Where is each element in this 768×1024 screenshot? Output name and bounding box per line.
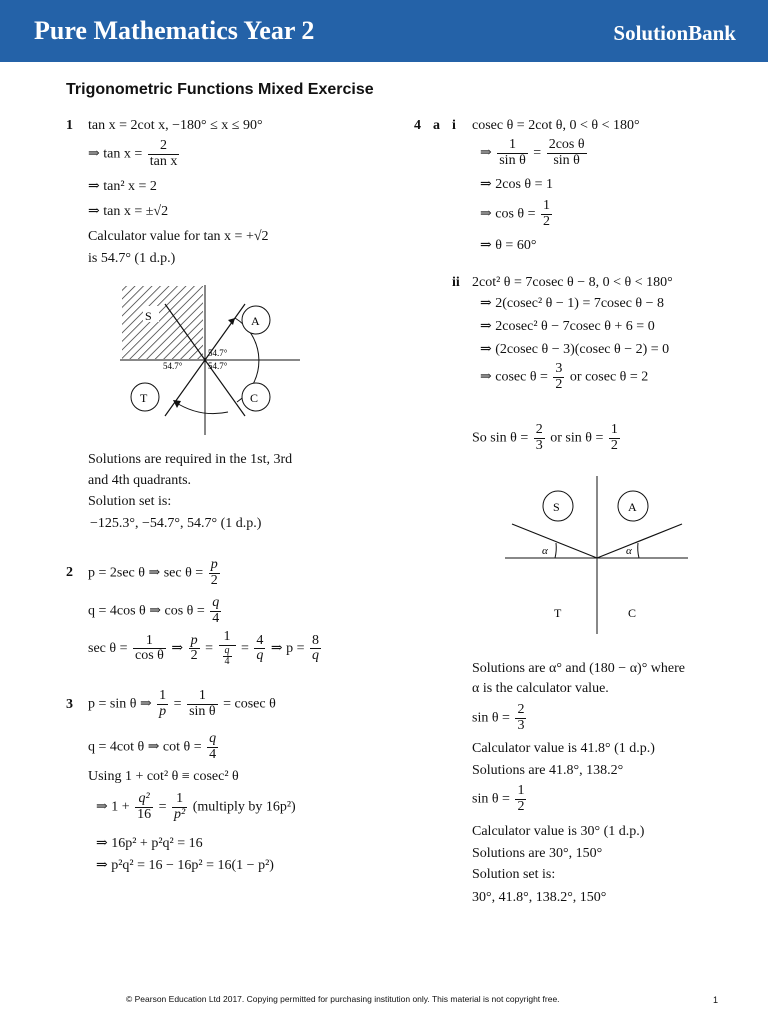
q4-i-line-2-den-2: sin θ xyxy=(553,152,580,168)
q1-calc-line-1: Calculator value for tan x = +√2 xyxy=(88,229,269,244)
q3-line-1-text: p = sin θ ⇒ xyxy=(88,696,152,712)
question-number-2: 2 xyxy=(66,565,73,580)
q1-fraction-num: 2 xyxy=(148,139,180,155)
q4-ii-line-5-or: or cosec θ = 2 xyxy=(569,369,649,385)
q1-line-3: ⇒ tan² x = 2 xyxy=(88,179,157,194)
q4-ii-line-6-text: So sin θ = xyxy=(472,430,529,446)
q2-line-1-fraction xyxy=(209,558,220,588)
q2-line-2-text: q = 4cos θ ⇒ cos θ = xyxy=(88,603,205,619)
q3-line-2-num: q xyxy=(209,731,217,746)
quadrant-s-label: S xyxy=(145,309,152,323)
q2-line-1-num: p xyxy=(210,557,218,572)
q4-ii-line-6-num-1: 2 xyxy=(535,422,543,437)
q3-line-4-fraction-1 xyxy=(135,792,153,822)
quadrant-c-label: C xyxy=(250,391,259,405)
q1-solution-line-1: Solutions are required in the 1st, 3rd xyxy=(88,452,293,467)
q4-quadrant-diagram xyxy=(500,474,690,639)
q1-solution-set: −125.3°, −54.7°, 54.7° (1 d.p.) xyxy=(90,516,262,531)
question-number-4: 4 xyxy=(414,118,421,133)
q1-fraction xyxy=(148,139,180,169)
q2-line-3-nested-den: 4 xyxy=(224,656,230,668)
q3-line-1-num-2: 1 xyxy=(187,689,218,705)
q4-solution-line-3-text: sin θ = xyxy=(472,710,510,726)
q4-i-line-2 xyxy=(480,138,589,168)
quadrant-a-label: A xyxy=(628,500,637,514)
q4-ii-line-6-num-2: 1 xyxy=(610,422,618,437)
angle-arc-left xyxy=(555,543,556,558)
question-number-1: 1 xyxy=(66,118,73,133)
q2-line-3-nested-num: q xyxy=(224,644,230,656)
q4-i-line-4-text: ⇒ cos θ = xyxy=(480,206,536,222)
q3-line-1-equals: = xyxy=(173,696,182,712)
q2-line-2-den: 4 xyxy=(212,610,220,626)
quadrant-t-label: T xyxy=(140,391,148,405)
q4-i-line-5: ⇒ θ = 60° xyxy=(480,238,537,253)
q4-i-line-2-equals: = xyxy=(533,145,542,161)
q2-line-1 xyxy=(88,558,222,588)
q2-line-3-num-5: 8 xyxy=(312,632,320,648)
q4-ii-line-6-den-1: 3 xyxy=(535,437,543,453)
q2-line-3-nested-fraction xyxy=(223,646,232,668)
q4-i-line-3: ⇒ 2cos θ = 1 xyxy=(480,177,553,192)
q1-calc-line-2: is 54.7° (1 d.p.) xyxy=(88,251,176,266)
q1-solution-line-3: Solution set is: xyxy=(88,494,172,509)
q4-solution-line-6-den: 2 xyxy=(517,798,525,814)
q4-ii-line-5 xyxy=(480,362,648,392)
q3-line-4-num-1: q² xyxy=(135,792,153,808)
q4-ii-line-3: ⇒ 2cosec² θ − 7cosec θ + 6 = 0 xyxy=(480,319,655,334)
q4-ii-line-6 xyxy=(472,423,622,453)
q4-solution-line-6-text: sin θ = xyxy=(472,791,510,807)
ray-right xyxy=(597,524,682,558)
q4-solution-line-3-fraction xyxy=(515,703,526,733)
q2-line-3-num-2: p xyxy=(190,632,198,648)
q4-ii-line-4: ⇒ (2cosec θ − 3)(cosec θ − 2) = 0 xyxy=(480,342,670,357)
q2-line-3-num-3: 1 xyxy=(219,630,236,646)
q3-line-4-den-1: 16 xyxy=(137,806,152,822)
alpha-label-right: α xyxy=(626,545,632,557)
arrow-head-1 xyxy=(228,318,235,325)
q4-i-line-4 xyxy=(480,199,554,229)
book-title: Pure Mathematics Year 2 xyxy=(34,16,315,45)
q4-ii-line-6-den-2: 2 xyxy=(610,437,618,453)
q1-line-4: ⇒ tan x = ±√2 xyxy=(88,204,169,219)
q2-line-3-den-2: 2 xyxy=(190,648,198,664)
angle-label-1: 54.7° xyxy=(208,348,228,358)
q3-line-2-den: 4 xyxy=(209,746,217,762)
q4-i-line-2-den-1: sin θ xyxy=(499,152,526,168)
q1-line-2 xyxy=(88,139,181,169)
quadrant-c-label: C xyxy=(628,606,637,620)
q2-line-3-text: sec θ = xyxy=(88,641,128,657)
q4-ii-line-2: ⇒ 2(cosec² θ − 1) = 7cosec θ − 8 xyxy=(480,296,665,311)
q4-solution-line-3-den: 3 xyxy=(517,717,525,733)
q3-line-1-cosec: = cosec θ xyxy=(223,696,276,712)
alpha-label-left: α xyxy=(542,545,548,557)
q4-solution-line-3 xyxy=(472,703,528,733)
copyright-footer: © Pearson Education Ltd 2017. Copying permitted for purchasing institution only. This material is not copyright free. xyxy=(126,994,560,1004)
q3-line-4-fraction-2 xyxy=(172,792,187,822)
q4-solution-line-8: Solutions are 30°, 150° xyxy=(472,846,603,861)
q3-line-1-fraction-2 xyxy=(187,689,218,719)
q2-line-3-num-4: 4 xyxy=(256,632,264,648)
q3-line-2 xyxy=(88,732,220,762)
q4-solution-line-1: Solutions are α° and (180 − α)° where xyxy=(472,661,685,676)
q3-line-4-note: (multiply by 16p²) xyxy=(192,799,296,815)
q3-line-1-fraction-1 xyxy=(157,689,168,719)
q3-line-4-text: ⇒ 1 + xyxy=(96,799,130,815)
q4-ii-line-5-fraction xyxy=(553,362,564,392)
q3-line-4-num-2: 1 xyxy=(172,792,187,808)
q1-line-2-lhs: ⇒ tan x = xyxy=(88,146,143,162)
q4-i-line-4-den: 2 xyxy=(543,213,550,229)
q3-line-4-equals: = xyxy=(158,799,167,815)
q2-line-1-text: p = 2sec θ ⇒ sec θ = xyxy=(88,565,204,581)
q2-line-3-fraction-3 xyxy=(219,630,236,668)
q4-i-line-2-num-1: 1 xyxy=(497,138,528,154)
q4-ii-line-6-fraction-2 xyxy=(609,423,620,453)
q4-part-a: a xyxy=(433,118,440,133)
q3-line-1 xyxy=(88,689,276,719)
q4-solution-line-3-num: 2 xyxy=(517,702,525,717)
q2-line-3-den-4: q xyxy=(256,648,264,664)
q2-line-3-implies: ⇒ xyxy=(171,641,184,657)
q1-fraction-den: tan x xyxy=(149,153,178,169)
exercise-title: Trigonometric Functions Mixed Exercise xyxy=(66,81,374,98)
q4-ii-line-5-num: 3 xyxy=(555,361,563,376)
q2-line-3-num-1: 1 xyxy=(133,634,166,650)
q4-part-ii: ii xyxy=(452,275,460,290)
q2-line-3-fraction-2 xyxy=(189,634,200,664)
q4-i-line-4-fraction xyxy=(541,199,552,229)
arc-bottom xyxy=(175,402,228,414)
q4-solution-line-6-num: 1 xyxy=(517,783,525,798)
angle-label-2: 54.7° xyxy=(208,361,228,371)
q4-i-line-1: cosec θ = 2cot θ, 0 < θ < 180° xyxy=(472,118,640,133)
quadrant-t-label: T xyxy=(554,606,562,620)
q4-solution-line-5: Solutions are 41.8°, 138.2° xyxy=(472,763,624,778)
q4-ii-line-6-fraction-1 xyxy=(534,423,545,453)
angle-label-3: 54.7° xyxy=(163,361,183,371)
q4-i-line-4-num: 1 xyxy=(543,198,550,213)
q2-line-3: sec θ = $\frac{1}{\text{cos θ}}$ ⇒ $\frac{p}{2}$ = $\frac{1}{\frac{q}{4}}$ = $\frac{4}{q}$ ⇒ p = $\frac{8}{q}$ xyxy=(88,629,320,668)
q4-i-line-2-num-2: 2cos θ xyxy=(548,137,585,152)
q2-line-3-den-5: q xyxy=(312,648,320,664)
q2-line-2 xyxy=(88,596,223,626)
q4-i-line-2-fraction-1 xyxy=(497,138,528,168)
q4-i-line-2-fraction-2 xyxy=(547,138,587,168)
page-header xyxy=(0,0,768,62)
q2-line-3-fraction-5 xyxy=(310,634,321,664)
q2-line-3-fraction-4 xyxy=(254,634,265,664)
q4-i-line-2-implies: ⇒ xyxy=(480,145,492,161)
q4-solution-line-6-fraction xyxy=(515,784,526,814)
q2-line-3-conclusion: ⇒ p = xyxy=(270,641,305,657)
q3-line-1-den-1: p xyxy=(159,703,167,719)
q4-solution-line-2: α is the calculator value. xyxy=(472,681,609,696)
q1-solution-line-2: and 4th quadrants. xyxy=(88,473,192,488)
q1-quadrant-diagram xyxy=(115,280,305,440)
hatched-region xyxy=(122,286,203,359)
ray-left xyxy=(512,524,597,558)
q3-line-4-den-2: p² xyxy=(174,806,186,822)
q4-solution-line-7: Calculator value is 30° (1 d.p.) xyxy=(472,824,645,839)
q3-line-1-num-1: 1 xyxy=(159,688,167,703)
q3-line-6: ⇒ p²q² = 16 − 16p² = 16(1 − p²) xyxy=(96,858,274,873)
q3-line-3: Using 1 + cot² θ ≡ cosec² θ xyxy=(88,769,239,784)
q4-ii-line-6-or: or sin θ = xyxy=(550,430,604,446)
q1-line-1: tan x = 2cot x, −180° ≤ x ≤ 90° xyxy=(88,118,263,133)
q4-part-i: i xyxy=(452,118,456,133)
q3-line-4 xyxy=(96,792,296,822)
q2-line-2-num: q xyxy=(212,595,220,610)
angle-arc-right xyxy=(638,543,639,558)
q4-solution-line-4: Calculator value is 41.8° (1 d.p.) xyxy=(472,741,655,756)
q3-line-1-den-2: sin θ xyxy=(189,703,216,719)
page-number: 1 xyxy=(713,995,719,1005)
q4-ii-line-1: 2cot² θ = 7cosec θ − 8, 0 < θ < 180° xyxy=(472,275,673,290)
q2-line-2-fraction xyxy=(210,596,221,626)
q2-line-3-den-1: cos θ xyxy=(134,648,164,664)
q3-line-5: ⇒ 16p² + p²q² = 16 xyxy=(96,836,203,851)
q3-line-2-text: q = 4cot θ ⇒ cot θ = xyxy=(88,739,202,755)
q4-ii-line-5-text: ⇒ cosec θ = xyxy=(480,369,548,385)
q2-line-3-fraction-1 xyxy=(133,634,166,664)
q2-line-1-den: 2 xyxy=(210,572,218,588)
q3-line-2-fraction xyxy=(207,732,218,762)
q4-ii-line-5-den: 2 xyxy=(555,376,563,392)
q4-solution-line-6 xyxy=(472,784,528,814)
q4-solution-set: 30°, 41.8°, 138.2°, 150° xyxy=(472,890,607,905)
quadrant-s-label: S xyxy=(553,500,560,514)
q4-solution-line-9: Solution set is: xyxy=(472,867,556,882)
brand-name: SolutionBank xyxy=(613,21,736,45)
quadrant-a-label: A xyxy=(251,314,260,328)
question-number-3: 3 xyxy=(66,697,73,712)
q2-line-3-equals: = xyxy=(205,641,213,657)
